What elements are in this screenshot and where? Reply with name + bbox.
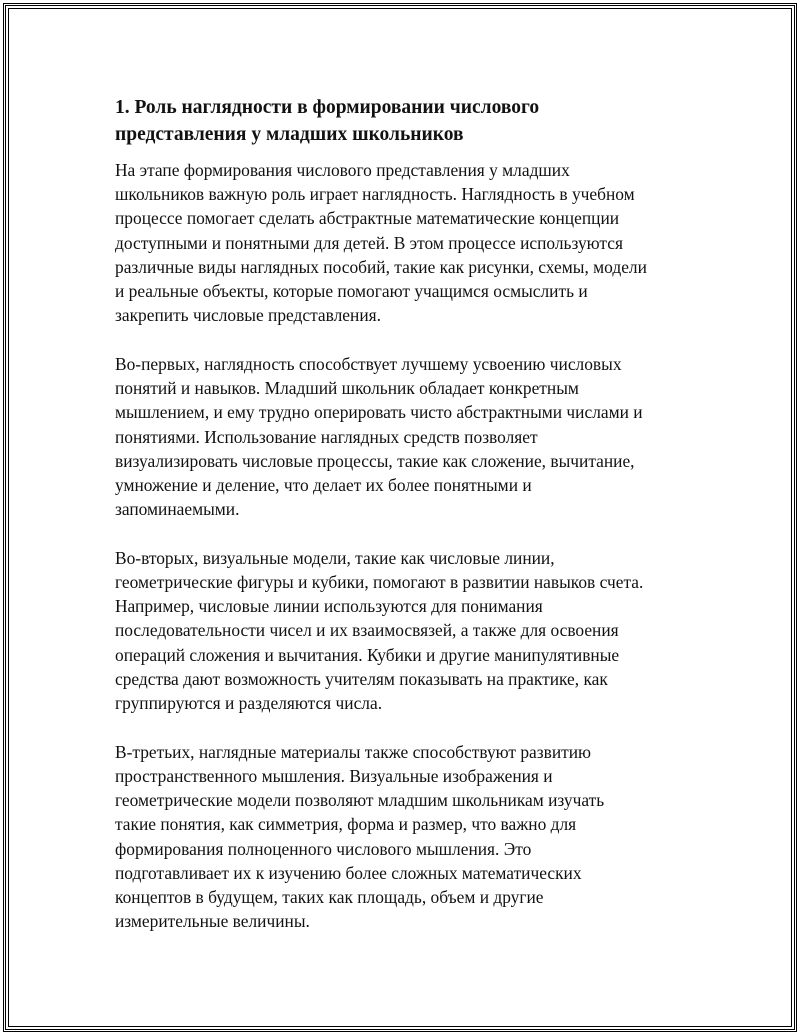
text-line: школьников важную роль играет наглядность. Наглядность в учебном — [115, 184, 635, 205]
text-line: концептов в будущем, таких как площадь, объем и другие — [115, 886, 544, 907]
text-line: Во-первых, наглядность способствует лучшему усвоению числовых — [115, 353, 622, 374]
section-title — [115, 94, 705, 148]
paragraph-first — [115, 352, 705, 521]
text-line: геометрические фигуры и кубики, помогают в развитии навыков счета. — [115, 572, 644, 593]
section-title-line: представления у младших школьников — [115, 124, 464, 145]
text-line: и реальные объекты, которые помогают учащимся осмыслить и — [115, 281, 588, 302]
text-line: мышлением, и ему трудно оперировать чисто абстрактными числами и — [115, 402, 643, 423]
text-line: подготавливает их к изучению более сложных математических — [115, 862, 582, 883]
text-line: пространственного мышления. Визуальные изображения и — [115, 765, 553, 786]
text-line: средства дают возможность учителям показывать на практике, как — [115, 668, 608, 689]
text-line: геометрические модели позволяют младшим школьникам изучать — [115, 790, 605, 811]
text-line: понятий и навыков. Младший школьник обладает конкретным — [115, 378, 579, 399]
text-line: различные виды наглядных пособий, такие как рисунки, схемы, модели — [115, 256, 647, 277]
text-line: такие понятия, как симметрия, форма и размер, что важно для — [115, 814, 577, 835]
text-line: операций сложения и вычитания. Кубики и другие манипулятивные — [115, 644, 620, 665]
text-line: Например, числовые линии используются для понимания — [115, 596, 543, 617]
text-line: закрепить числовые представления. — [115, 305, 381, 326]
text-line: доступными и понятными для детей. В этом процессе используются — [115, 232, 623, 253]
text-line: В-третьих, наглядные материалы также способствуют развитию — [115, 741, 592, 762]
text-line: понятиями. Использование наглядных средств позволяет — [115, 426, 538, 447]
text-line: Во-вторых, визуальные модели, такие как числовые линии, — [115, 547, 555, 568]
text-line: группируются и разделяются числа. — [115, 693, 383, 714]
text-line: процессе помогает сделать абстрактные математические концепции — [115, 208, 620, 229]
text-line: запоминаемыми. — [115, 499, 240, 520]
text-line: последовательности чисел и их взаимосвязей, а также для освоения — [115, 620, 619, 641]
text-line: визуализировать числовые процессы, такие как сложение, вычитание, — [115, 450, 635, 471]
text-line: На этапе формирования числового представления у младших — [115, 160, 570, 180]
section-title-line: 1. Роль наглядности в формировании числового — [115, 97, 540, 118]
paragraph-second — [115, 546, 705, 715]
paragraph-third — [115, 740, 705, 934]
text-line: измерительные величины. — [115, 911, 310, 932]
text-line: умножение и деление, что делает их более понятными и — [115, 474, 532, 495]
paragraph-intro — [115, 158, 705, 327]
text-line: формирования полноценного числового мышления. Это — [115, 838, 532, 859]
document-body — [115, 94, 705, 958]
